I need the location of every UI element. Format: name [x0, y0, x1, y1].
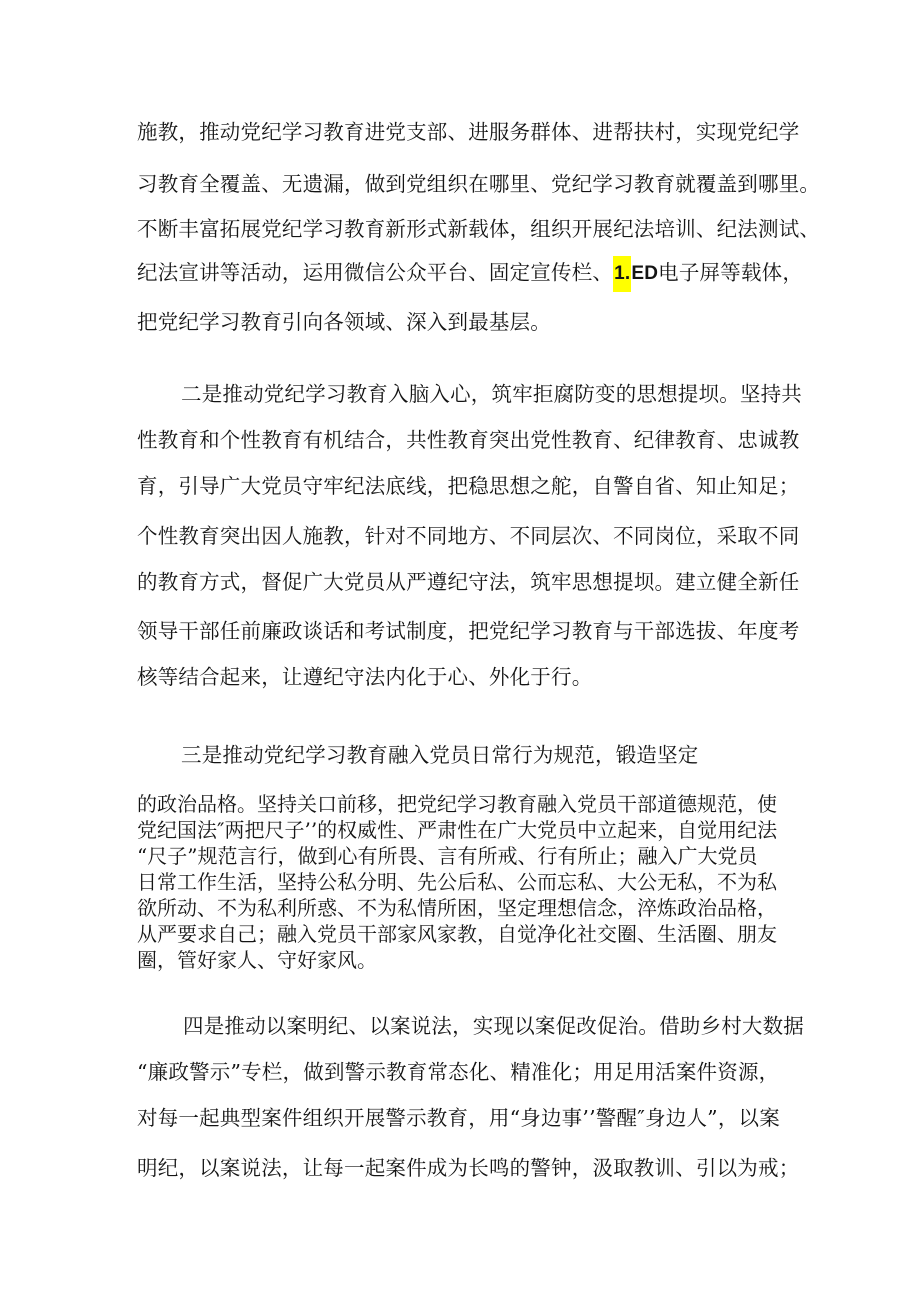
text-line: “廉政警示”专栏，做到警示教育常态化、精准化；用足用活案件资源， [137, 1060, 780, 1084]
text-line: 习教育全覆盖、无遗漏，做到党组织在哪里、党纪学习教育就覆盖到哪里。 [137, 172, 821, 196]
text-line: 对每一起典型案件组织开展警示教育，用“身边事’’警醒″身边人”，以案 [137, 1106, 780, 1130]
text-line: 的教育方式，督促广大党员从严遵纪守法，筑牢思想提坝。建立健全新任 [137, 570, 800, 594]
highlighted-text: 1. [613, 256, 631, 292]
text-line: 二是推动党纪学习教育入脑入心，筑牢拒腐防变的思想提坝。坚持共 [181, 382, 802, 406]
highlighted-text-tail: ED [631, 263, 659, 284]
text-line: 三是推动党纪学习教育融入党员日常行为规范，锻造坚定 [181, 743, 699, 767]
text-line: 明纪，以案说法，让每一起案件成为长鸣的警钟，汲取教训、引以为戒； [137, 1156, 800, 1180]
text-line: 圈，管好家人、守好家风。 [137, 948, 377, 972]
text-line [137, 256, 803, 292]
text-segment: 纪法宣讲等活动，运用微信公众平台、固定宣传栏、 [137, 260, 614, 285]
text-line: 欲所动、不为私利所惑、不为私情所困，坚定理想信念，淬炼政治品格， [137, 896, 777, 920]
text-line: 不断丰富拓展党纪学习教育新形式新载体，组织开展纪法培训、纪法测试、 [137, 217, 821, 241]
text-segment: 电子屏等载体， [658, 260, 804, 285]
text-line: 把党纪学习教育引向各领域、深入到最基层。 [137, 310, 551, 334]
text-line: 领导干部任前廉政谈话和考试制度，把党纪学习教育与干部选拔、年度考 [137, 619, 800, 643]
text-line: 的政治品格。坚持关口前移，把党纪学习教育融入党员干部道德规范，使 [137, 792, 777, 816]
text-line: 从严要求自己；融入党员干部家风家教，自觉净化社交圈、生活圈、朋友 [137, 922, 777, 946]
text-line: 四是推动以案明纪、以案说法，实现以案促改促治。借助乡村大数据 [183, 1014, 804, 1038]
text-line: 个性教育突出因人施教，针对不同地方、不同层次、不同岗位，采取不同 [137, 524, 800, 548]
text-line: 核等结合起来，让遵纪守法内化于心、外化于行。 [137, 665, 593, 689]
text-line: 施教，推动党纪学习教育进党支部、进服务群体、进帮扶村，实现党纪学 [137, 120, 800, 144]
text-line: 育，引导广大党员守牢纪法底线，把稳思想之舵，自警自省、知止知足； [137, 474, 800, 498]
text-line: 日常工作生活，坚持公私分明、先公后私、公而忘私、大公无私，不为私 [137, 870, 777, 894]
text-line: “尺子”规范言行，做到心有所畏、言有所戒、行有所止；融入广大党员 [137, 844, 758, 868]
text-line: 党纪国法″两把尺子’’的权威性、严肃性在广大党员中立起来，自觉用纪法 [137, 818, 778, 842]
text-line: 性教育和个性教育有机结合，共性教育突出党性教育、纪律教育、忠诚教 [137, 428, 800, 452]
